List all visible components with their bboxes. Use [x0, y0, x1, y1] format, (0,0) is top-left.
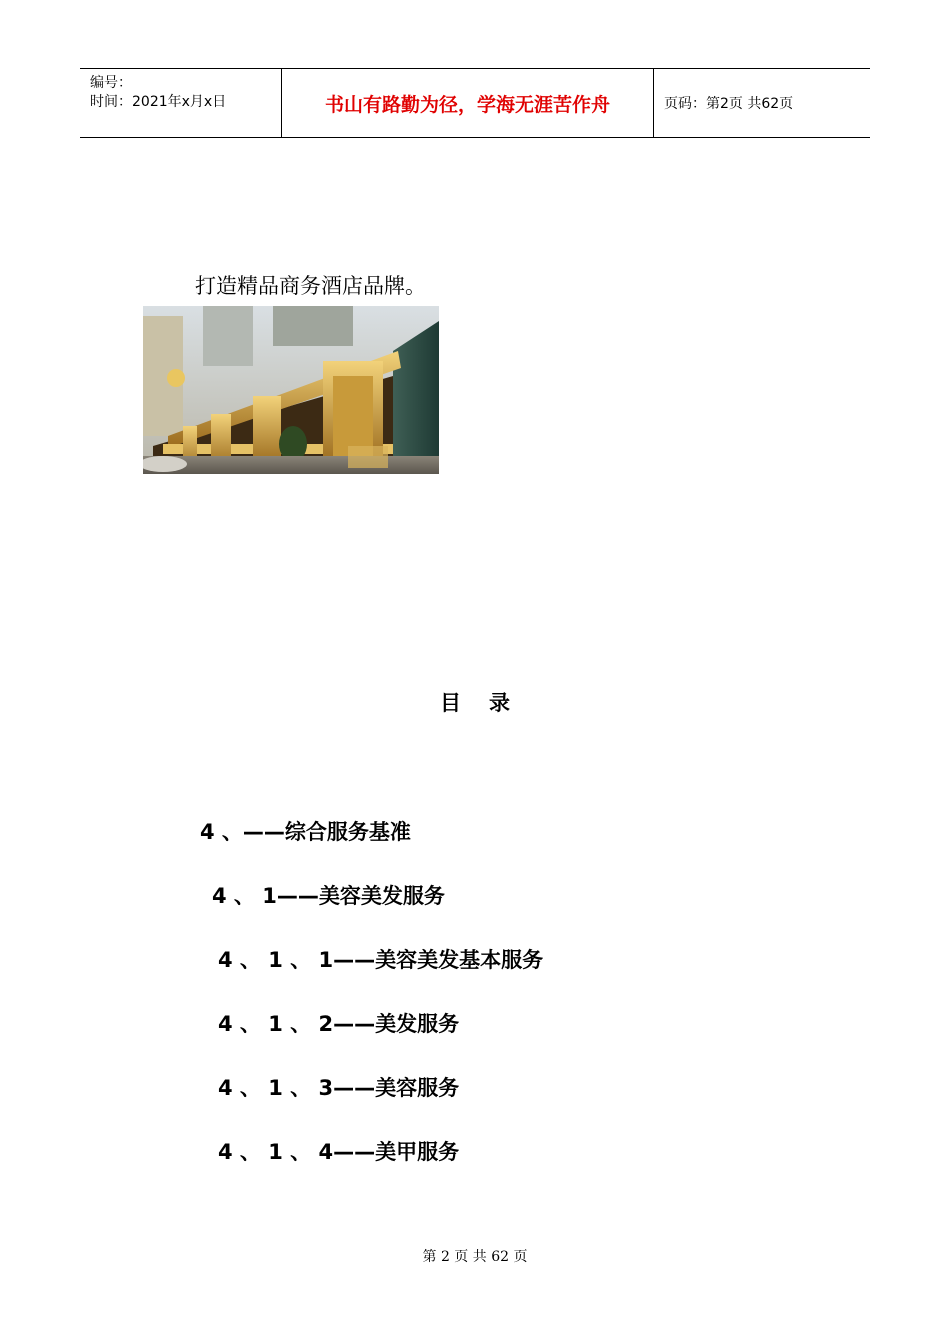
header-page-number: 页码：第2页 共62页: [664, 96, 794, 112]
toc-item[interactable]: 4 、——综合服务基准: [200, 820, 411, 844]
toc-item[interactable]: 4 、 1 、 2——美发服务: [218, 1012, 460, 1036]
header-meta: [80, 69, 282, 137]
toc-title: 目录: [440, 691, 538, 715]
toc-item[interactable]: 4 、 1 、 1——美容美发基本服务: [218, 948, 544, 972]
toc-item[interactable]: 4 、 1 、 4——美甲服务: [218, 1140, 460, 1164]
header-time: 时间：2021年x月x日: [90, 94, 227, 110]
toc-item[interactable]: 4 、 1——美容美发服务: [212, 884, 445, 908]
slogan-text: 打造精品商务酒店品牌。: [195, 274, 426, 298]
hotel-photo: [143, 306, 439, 474]
header-motto: 书山有路勤为径，学海无涯苦作舟: [282, 69, 654, 137]
page-header: [80, 68, 870, 138]
header-number: 编号：: [90, 75, 132, 91]
toc-item[interactable]: 4 、 1 、 3——美容服务: [218, 1076, 460, 1100]
page-footer: 第 2 页 共 62 页: [422, 1249, 528, 1265]
